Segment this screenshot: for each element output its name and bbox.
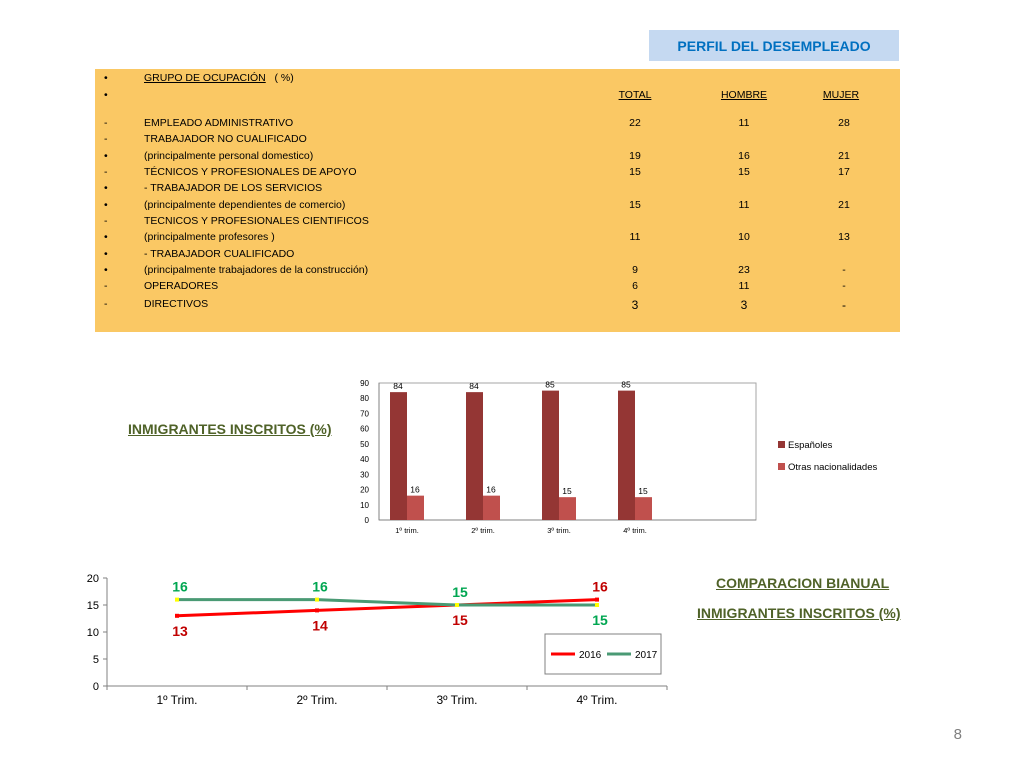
legend-swatch [778, 441, 785, 448]
row-mujer: 21 [838, 199, 850, 211]
row-total: 6 [632, 280, 638, 292]
bar [635, 497, 652, 520]
y-tick-label: 20 [360, 485, 369, 495]
row-hombre: 3 [740, 298, 748, 312]
col-hombre-header: HOMBRE [720, 89, 768, 101]
row-total: 22 [629, 117, 641, 129]
row-label: - TRABAJADOR CUALIFICADO [144, 248, 295, 260]
bar [618, 391, 635, 520]
y-tick-label: 15 [86, 600, 99, 612]
row-marker: - [104, 133, 108, 145]
data-label: 13 [172, 622, 188, 639]
row-total: 15 [629, 199, 641, 211]
page-number: 8 [953, 726, 962, 743]
data-label: 16 [592, 578, 608, 595]
occupation-row [95, 215, 900, 231]
occupation-row [95, 182, 900, 198]
row-label: (principalmente dependientes de comercio) [144, 199, 346, 211]
y-tick-label: 60 [360, 424, 369, 434]
row-label: TRABAJADOR NO CUALIFICADO [144, 133, 307, 145]
col-mujer-header: MUJER [822, 89, 860, 101]
bar [466, 392, 483, 520]
row-total: 11 [629, 231, 641, 243]
row-label: (principalmente profesores ) [144, 231, 275, 243]
series-point [315, 608, 319, 612]
data-label: 15 [638, 486, 648, 497]
occupation-heading-row: • GRUPO DE OCUPACIÓN ( %) [104, 72, 294, 84]
row-label: TECNICOS Y PROFESIONALES CIENTIFICOS [144, 215, 369, 227]
series-point [595, 598, 599, 602]
row-label: DIRECTIVOS [144, 298, 209, 310]
row-marker: - [104, 215, 108, 227]
row-label: (principalmente trabajadores de la construcción) [144, 264, 369, 276]
data-label: 16 [410, 484, 420, 495]
legend-label: Españoles [788, 440, 833, 451]
data-label: 15 [452, 612, 468, 628]
occupation-row [95, 150, 900, 166]
x-tick-label: 4º Trim. [576, 693, 618, 707]
legend-swatch [778, 463, 785, 470]
row-label: TÉCNICOS Y PROFESIONALES DE APOYO [144, 166, 357, 178]
y-tick-label: 5 [92, 654, 99, 666]
row-mujer: - [842, 264, 846, 276]
y-tick-label: 0 [92, 681, 99, 693]
row-total: 19 [629, 150, 641, 162]
row-mujer: 21 [838, 150, 850, 162]
bar [407, 496, 424, 520]
x-tick-label: 2º Trim. [296, 693, 338, 707]
data-label: 15 [592, 612, 608, 628]
legend-label: 2017 [635, 650, 658, 661]
y-tick-label: 40 [360, 455, 369, 465]
comparacion-title: COMPARACION BIANUAL [716, 575, 890, 591]
data-label: 16 [486, 484, 496, 495]
legend-label: 2016 [579, 650, 602, 661]
data-label: 14 [312, 617, 328, 634]
row-hombre: 11 [738, 117, 750, 129]
y-tick-label: 20 [86, 573, 99, 585]
x-tick-label: 1º trim. [395, 526, 419, 535]
occupation-row [95, 280, 900, 296]
row-label: EMPLEADO ADMINISTRATIVO [144, 117, 294, 129]
data-label: 16 [312, 578, 328, 595]
row-marker: • [104, 199, 108, 211]
y-tick-label: 90 [360, 379, 369, 388]
row-marker: • [104, 150, 108, 162]
row-marker: - [104, 166, 108, 178]
x-tick-label: 2º trim. [471, 526, 495, 535]
legend-label: Otras nacionalidades [788, 462, 878, 473]
bar [542, 391, 559, 520]
data-label: 85 [545, 379, 555, 390]
occupation-row [95, 199, 900, 215]
occupation-heading: GRUPO DE OCUPACIÓN [144, 72, 266, 84]
occupation-row [95, 231, 900, 247]
row-marker: • [104, 182, 108, 194]
occupation-row [95, 117, 900, 133]
row-total: 3 [631, 298, 639, 312]
bar-chart [357, 368, 878, 543]
y-tick-label: 80 [360, 394, 369, 404]
row-hombre: 23 [738, 264, 750, 276]
x-tick-label: 1º Trim. [156, 693, 198, 707]
row-mujer: 28 [838, 117, 850, 129]
row-marker: - [104, 280, 108, 292]
y-tick-label: 70 [360, 409, 369, 419]
row-hombre: 10 [738, 231, 750, 243]
line-chart [80, 570, 670, 705]
row-mujer: - [842, 298, 846, 312]
data-label: 15 [452, 584, 468, 600]
row-hombre: 16 [738, 150, 750, 162]
row-marker: - [104, 298, 108, 310]
series-point [175, 598, 179, 602]
row-total: 9 [632, 264, 638, 276]
row-marker: • [104, 248, 108, 260]
row-mujer: 17 [838, 166, 850, 178]
y-tick-label: 50 [360, 439, 369, 449]
occupation-heading-unit: ( %) [274, 72, 294, 84]
x-tick-label: 3º Trim. [436, 693, 478, 707]
y-tick-label: 10 [360, 500, 369, 510]
occupation-row [95, 166, 900, 182]
occupation-columns-row: • TOTAL HOMBRE MUJER [95, 89, 900, 105]
occupation-row [95, 264, 900, 280]
row-label: - TRABAJADOR DE LOS SERVICIOS [144, 182, 323, 194]
series-point [455, 603, 459, 607]
row-marker: • [104, 264, 108, 276]
row-label: (principalmente personal domestico) [144, 150, 314, 162]
row-total: 15 [629, 166, 641, 178]
col-total-header: TOTAL [618, 89, 652, 101]
row-hombre: 11 [738, 280, 750, 292]
bar [483, 496, 500, 520]
data-label: 85 [621, 379, 631, 390]
row-hombre: 11 [738, 199, 750, 211]
row-marker: - [104, 117, 108, 129]
row-mujer: - [842, 280, 846, 292]
row-mujer: 13 [838, 231, 850, 243]
y-tick-label: 0 [364, 516, 369, 525]
bar [390, 392, 407, 520]
occupation-row [95, 133, 900, 149]
series-point [595, 603, 599, 607]
series-point [175, 614, 179, 618]
data-label: 84 [393, 381, 403, 392]
row-hombre: 15 [738, 166, 750, 178]
occupation-row [95, 248, 900, 264]
data-label: 15 [562, 486, 572, 497]
occupation-row [95, 298, 900, 314]
data-label: 16 [172, 578, 188, 595]
x-tick-label: 4º trim. [623, 526, 647, 535]
data-label: 84 [469, 381, 479, 392]
series-point [315, 598, 319, 602]
bar [559, 497, 576, 520]
y-tick-label: 10 [86, 627, 99, 639]
row-marker: • [104, 231, 108, 243]
occupation-table [95, 69, 900, 332]
row-label: OPERADORES [144, 280, 219, 292]
x-tick-label: 3º trim. [547, 526, 571, 535]
y-tick-label: 30 [360, 470, 369, 480]
page-title-box [649, 30, 899, 61]
page-title: PERFIL DEL DESEMPLEADO [677, 37, 871, 54]
inmigrantes-title-2: INMIGRANTES INSCRITOS (%) [697, 605, 901, 621]
inmigrantes-title: INMIGRANTES INSCRITOS (%) [128, 421, 332, 437]
